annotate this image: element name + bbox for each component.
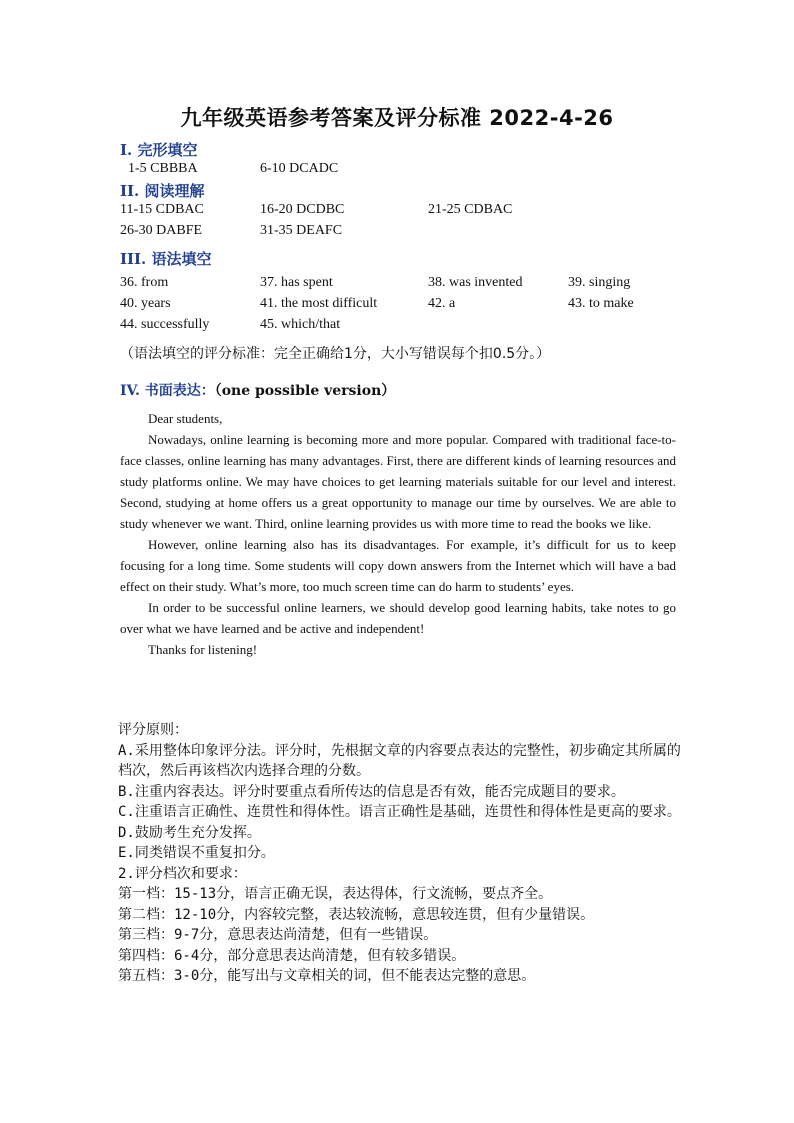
answer-item: 26-30 DABFE	[120, 223, 203, 238]
answer-item: 36. from	[120, 275, 169, 290]
answer-item: 45. which/that	[260, 317, 341, 332]
rule-item: B.注重内容表达。评分时要重点看所传达的信息是否有效，能否完成题目的要求。	[118, 783, 625, 800]
grammar-scoring-note: （语法填空的评分标准：完全正确给1分，大小写错误每个扣0.5分。）	[120, 346, 551, 362]
grade-level: 第四档：6-4分，部分意思表达尚清楚，但有较多错误。	[118, 947, 466, 964]
answer-item: 37. has spent	[260, 275, 333, 290]
answer-item: 42. a	[428, 296, 456, 311]
grade-level: 第二档：12-10分，内容较完整，表达较流畅，意思较连贯，但有少量错误。	[118, 906, 595, 923]
rule-item: C.注重语言正确性、连贯性和得体性。语言正确性是基础，连贯性和得体性是更高的要求。	[118, 804, 681, 820]
answer-item: 16-20 DCDBC	[260, 202, 345, 217]
writing-subheading: （one possible version）	[214, 383, 396, 399]
grade-level: 第三档：9-7分，意思表达尚清楚，但有一些错误。	[118, 927, 438, 943]
grade-levels-heading: 2.评分档次和要求：	[118, 865, 247, 882]
answer-item: 6-10 DCADC	[260, 161, 339, 176]
scoring-rules	[118, 720, 688, 987]
grade-level: 第五档：3-0分，能写出与文章相关的词，但不能表达完整的意思。	[118, 968, 536, 984]
essay-paragraph: Nowadays, online learning is becoming more and more popular. Compared with traditional face-to-face classes, online learning has many advantages. First, there are different kinds of learning resources and study platforms online. We may have choices to get learning materials suitable for our level and interest. Second, studying at home offers us a great opportunity to manage our time by ourselves. We are able to study whenever we want. Third, online learning provides us with more time to read the books we like.	[120, 432, 676, 531]
essay-paragraph: However, online learning also has its disadvantages. For example, it’s difficult for us to keep focusing for a long time. Some students will copy down answers from the Internet which will have a bad effect on their study. What’s more, too much screen time can do harm to students’ eyes.	[120, 537, 676, 594]
answer-item: 43. to make	[568, 296, 634, 311]
answer-item: 21-25 CDBAC	[428, 202, 513, 217]
answer-item: 1-5 CBBBA	[128, 161, 198, 176]
section-grammar-heading: III. 语法填空	[120, 250, 212, 268]
answer-item: 39. singing	[568, 275, 631, 290]
section-reading-heading: II. 阅读理解	[120, 182, 205, 200]
answer-item: 40. years	[120, 296, 171, 311]
page-title: 九年级英语参考答案及评分标准 2022-4-26	[180, 106, 614, 130]
grade-level: 第一档：15-13分，语言正确无误，表达得体，行文流畅，要点齐全。	[118, 886, 553, 902]
answer-item: 41. the most difficult	[260, 296, 378, 311]
essay-closing: Thanks for listening!	[148, 642, 258, 657]
answer-item: 38. was invented	[428, 275, 523, 290]
answer-item: 44. successfully	[120, 317, 210, 332]
sample-essay	[120, 408, 676, 660]
answer-item: 11-15 CDBAC	[120, 202, 204, 217]
rule-item: E.同类错误不重复扣分。	[118, 845, 275, 861]
essay-paragraph: In order to be successful online learners, we should develop good learning habits, take notes to go over what we have learned and be active and independent!	[120, 600, 676, 636]
essay-greeting: Dear students,	[148, 411, 223, 426]
rule-item: A.采用整体印象评分法。评分时，先根据文章的内容要点表达的完整性，初步确定其所属的档次，然后再该档次内选择合理的分数。	[118, 742, 681, 779]
writing-heading-label: IV. 书面表达：	[120, 383, 215, 399]
rule-item: D.鼓励考生充分发挥。	[118, 824, 261, 841]
section-cloze-heading: I. 完形填空	[120, 141, 198, 159]
rules-heading: 评分原则：	[118, 722, 188, 738]
section-writing-heading	[120, 380, 395, 400]
answer-item: 31-35 DEAFC	[260, 223, 343, 238]
